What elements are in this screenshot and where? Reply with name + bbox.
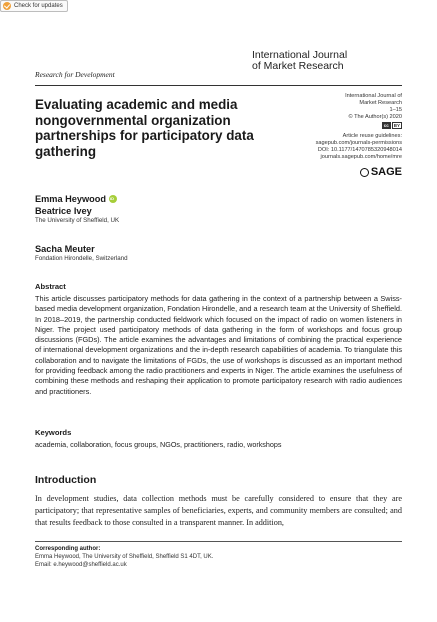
check-for-updates-label: Check for updates [14, 3, 63, 9]
meta-home-link[interactable]: journals.sagepub.com/home/mre [320, 154, 402, 160]
introduction-heading: Introduction [35, 474, 97, 486]
corresponding-author [35, 545, 213, 570]
meta-copyright: © The Author(s) 2020 [348, 114, 402, 120]
journal-name [252, 50, 402, 72]
author-affiliation: The University of Sheffield, UK [35, 217, 120, 224]
keywords-text: academia, collaboration, focus groups, NGOs, practitioners, radio, workshops [35, 440, 282, 449]
meta-pages: 1–15 [389, 107, 402, 113]
sage-circle-icon [360, 168, 369, 177]
corresponding-author-label: Corresponding author: [35, 546, 101, 552]
meta-doi[interactable]: DOI: 10.1177/1470785320948014 [317, 147, 402, 153]
footnote-divider [35, 541, 402, 542]
meta-reuse-label: Article reuse guidelines: [342, 133, 402, 139]
meta-journal-line2: Market Research [359, 100, 402, 106]
author-name [35, 205, 119, 217]
author-block-1 [35, 193, 119, 225]
publisher-name: SAGE [370, 166, 402, 178]
corresponding-author-address: Emma Heywood, The University of Sheffield, Sheffield S1 4DT, UK. [35, 554, 214, 561]
orcid-icon[interactable] [109, 195, 117, 203]
abstract-heading: Abstract [35, 282, 66, 291]
article-metadata [282, 93, 402, 161]
section-label: Research for Development [35, 70, 115, 79]
journal-name-line1: International Journal [252, 49, 348, 61]
abstract-text: This article discusses participatory methods for data gathering in the context of a partnership between a Swiss-based media development organization, Fondation Hirondelle, and a research team at the University of Sheffield. In 2018–2019, the partnership conducted fieldwork which focused on the impact of radio on women listeners in Niger. The project used participatory methods of data gathering in the form of workshops and focus group discussions (FGDs). The article examines the advantages and limitations of combining the practical experience of international development organizations and the in-depth research capabilities of academia. To triangulate this collaboration and to navigate the limitations of FGDs, the use of workshops is discussed as an important method for providing feedback among the radio practitioners and experts in Niger. The article examines the usefulness of combining these methods and reshaping their application to promote participatory research with radio audiences and practitioners. [35, 294, 402, 396]
author-name [35, 193, 119, 205]
introduction-text: In development studies, data collection methods must be carefully considered to ensure that they are participatory; that representative samples of beneficiaries, experts, and community members are consulted; and that results feedback to those consulted in a transparent manner. In addition, [35, 494, 402, 527]
keywords-heading: Keywords [35, 428, 72, 437]
author-name [35, 243, 128, 255]
author-name-text: Emma Heywood [35, 194, 106, 204]
meta-journal-line1: International Journal of [345, 93, 402, 99]
header-divider [35, 85, 402, 86]
author-name-text: Sacha Meuter [35, 244, 95, 254]
author-name-text: Beatrice Ivey [35, 206, 92, 216]
publisher-logo [360, 166, 402, 178]
author-block-2 [35, 243, 128, 263]
article-title: Evaluating academic and media nongovernmental organization partnerships for participatory data gathering [35, 97, 254, 159]
journal-name-line2: of Market Research [252, 60, 344, 72]
author-affiliation: Fondation Hirondelle, Switzerland [35, 255, 128, 262]
meta-reuse-link[interactable]: sagepub.com/journals-permissions [315, 140, 402, 146]
cc-badge: cc [383, 123, 389, 128]
check-for-updates-badge[interactable] [0, 0, 68, 12]
corresponding-author-email[interactable]: Email: e.heywood@sheffield.ac.uk [35, 562, 127, 569]
check-updates-icon [3, 2, 11, 10]
cc-by-license-icon[interactable] [382, 122, 402, 129]
by-badge: BY [393, 123, 400, 128]
